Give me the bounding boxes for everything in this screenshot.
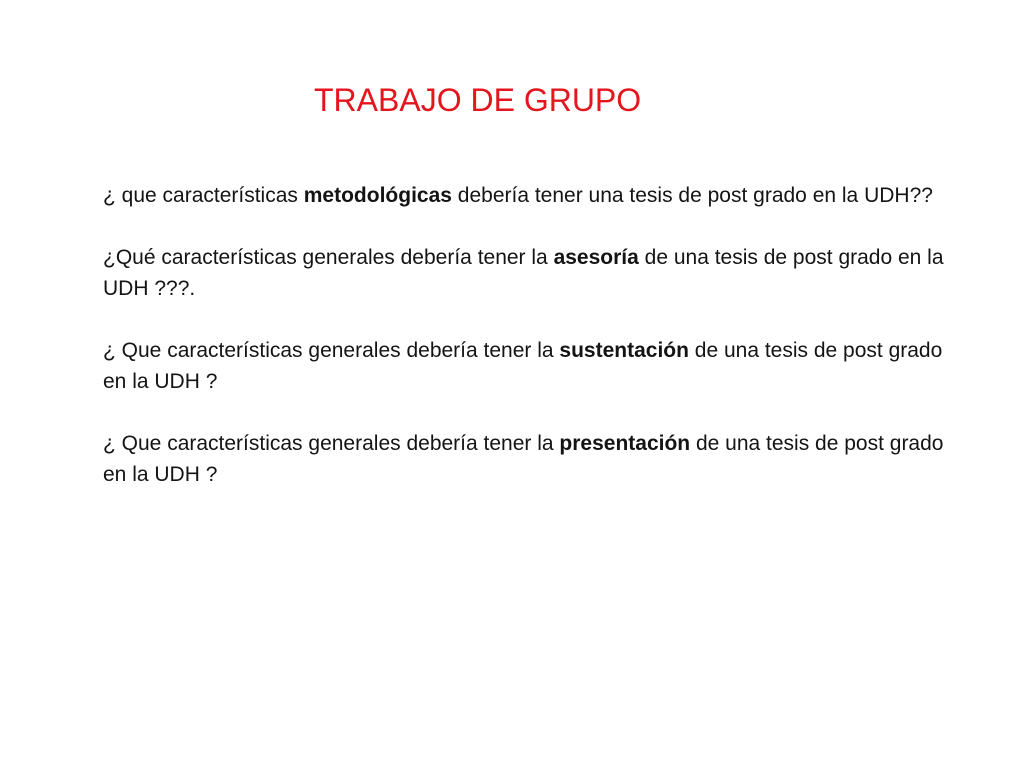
question-asesoria	[103, 242, 953, 304]
question-presentacion	[103, 428, 953, 490]
questions-block	[103, 180, 953, 521]
question-text-after: de una tesis de post grado en la UDH ?	[103, 432, 944, 486]
question-text-before: ¿Qué características generales debería tener la	[103, 246, 554, 269]
question-metodologicas	[103, 180, 953, 211]
question-keyword: metodológicas	[303, 184, 452, 207]
question-text-before: ¿ Que características generales debería tener la	[103, 339, 560, 362]
question-text-after: de una tesis de post grado en la UDH ?	[103, 339, 943, 393]
question-keyword: sustentación	[559, 339, 689, 362]
slide-title: TRABAJO DE GRUPO	[314, 82, 642, 118]
question-sustentacion	[103, 335, 953, 397]
question-text-before: ¿ que características	[103, 184, 304, 207]
question-text-before: ¿ Que características generales debería tener la	[103, 432, 560, 455]
question-text-after: de una tesis de post grado en la UDH ???.	[103, 246, 944, 300]
question-text-after: debería tener una tesis de post grado en la UDH??	[451, 184, 933, 207]
question-keyword: asesoría	[553, 246, 639, 269]
question-keyword: presentación	[559, 432, 691, 455]
